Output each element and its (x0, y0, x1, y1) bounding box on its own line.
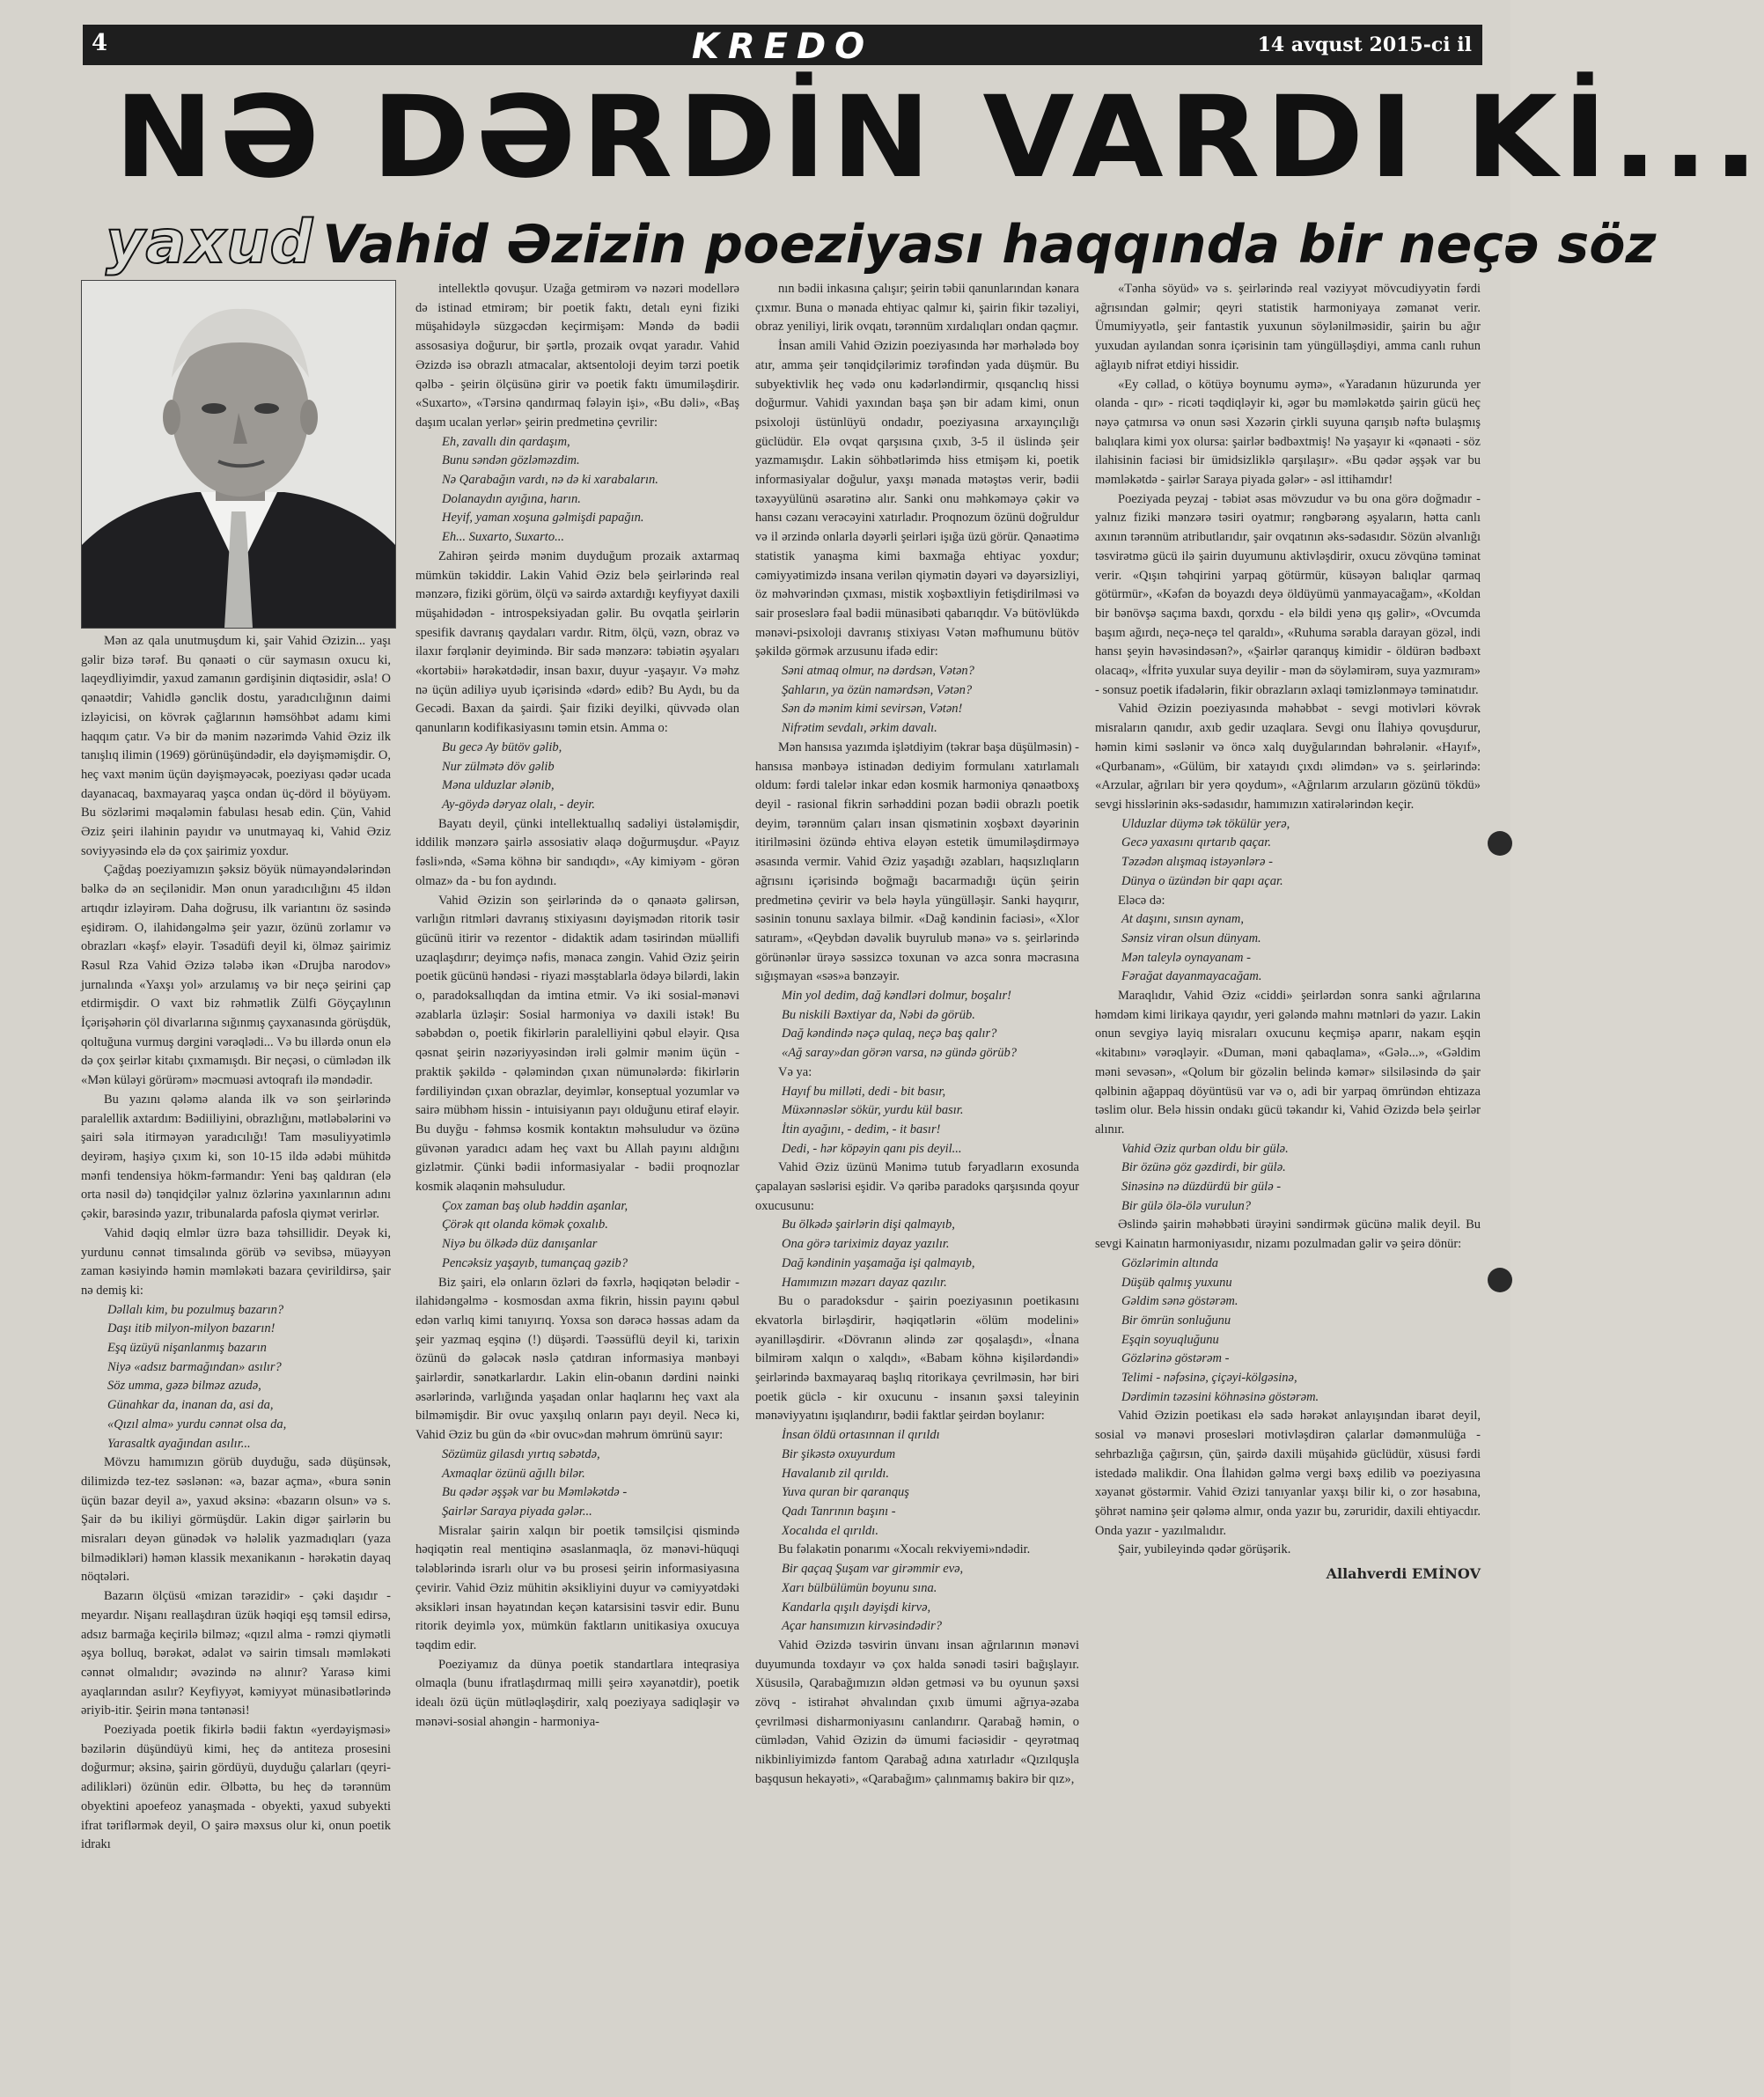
issue-date: 14 avqust 2015-ci il (1257, 33, 1472, 56)
verse-line: Dağ kəndinin yaşamağa işi qalmayıb, (782, 1255, 975, 1270)
paragraph: Bu fəlakətin ponarımı «Xocalı rekviyemi»ndədir. (778, 1542, 1031, 1557)
verse-line: Bir gülə ölə-ölə vurulun? (1121, 1198, 1251, 1213)
verse-line: Bunu səndən gözləməzdim. (442, 453, 580, 468)
verse-line: Səni atmaq olmur, nə dərdsən, Vətən? (782, 664, 974, 679)
verse-line: At daşını, sınsın aynam, (1121, 912, 1244, 927)
paragraph: Vahid dəqiq elmlər üzrə baza təhsillidir. Deyək ki, yurdunu cənnət timsalında görüb və sevibsə, müəyyən zaman kəsiyində həmin məmləkəti bazara çevirildirsə, şair nə demiş ki: (81, 1225, 391, 1298)
verse-line: Sinəsinə nə düzdürdü bir gülə - (1121, 1180, 1282, 1195)
verse-line: Hamımızın məzarı dayaz qazılır. (782, 1275, 947, 1290)
paragraph: nın bədii inkasına çalışır; şeirin təbii qanunlarından kənara çıxmır. Buna o mənada ehtiyac qalmır ki, şairin fikir təzəliyi, obraz yeniliyi, lirik ovqatı, tərənnüm xırdalıqları ondan qaçmır. (755, 282, 1079, 335)
verse-line: Bu niskili Bəxtiyar da, Nəbi də görüb. (782, 1007, 975, 1022)
paragraph: Bayatı deyil, çünki intellektuallıq sadəliyi üstələmişdir, iddilik mənzərə şairlə assosiativ əlaqə doğurmuşdur. «Payız fəsli»ndə, «Səma köhnə bir sandıqdı», «Ay kimiyəm - görən olmaz» da - bu fon aydındı. (415, 816, 739, 888)
paragraph: Eləcə də: (1118, 893, 1165, 908)
verse-line: Xocalıda el qırıldı. (782, 1523, 878, 1538)
article-subtitle (106, 208, 1657, 277)
paragraph: Mən hansısa yazımda işlətdiyim (təkrar başa düşülməsin) - hansısa mənbəyə istinadən dediyim formulanı xatırlamalı oldum: fərdi talelər inkar edən kosmik harmoniya qənaətboxş deyil - rasional fikrin sərhəddini pozan bədii obrazlı poetik deyim, tərənnüm çaları insan qismətinin xoşbəxt dəyərinin itirilməsini özündə ehtiva eləyən estetik ümumiləşdirməyə əsasında vermir. Vahid Əziz yaşadığı əzabları, haqsızlıqların ağrısını içərisində boğmağı bacarmadığı üçün şeirin predmetinə çevirir və belə həyla yüngülləşir. Sanki hayqırır, səsinin tonunu saxlaya bilmir. «Dağ kəndinin faciəsi», «Xlor satıram», «Qeybdən dəvəlik buyrulub mənə» və s. şeirlərində görünənlər ürəyə səssizcə toxunan və azca sonra məcrasına sığışmayan «səs»a bənzəyir. (755, 739, 1079, 984)
verse-line: Niyə «adsız barmağından» asılır? (107, 1359, 282, 1374)
verse-line: Bir özünə göz gəzdirdi, bir gülə. (1121, 1160, 1286, 1175)
verse-line: Dəllalı kim, bu pozulmuş bazarın? (107, 1302, 284, 1317)
subtitle-lead: yaxud (106, 208, 314, 277)
verse-line: Ona görə tariximiz dayaz yazılır. (782, 1237, 950, 1252)
verse-line: Axmaqlar özünü ağıllı bilər. (442, 1466, 585, 1481)
verse-line: Çörək qıt olanda kömək çoxalıb. (442, 1218, 608, 1232)
paragraph: Bazarın ölçüsü «mizan tərəzidir» - çəki daşıdır - meyardır. Nişanı reallaşdıran üzük həqiqi eşq təmsil edirsə, adsız barmağa keçirilə bilməz; «qızıl alma - rəmzi qiymətli əşya bolluq, bərəkət, ədalət və sairin timsalı məmləkəti cənnət olmalıdır; əvəzində nə alınır? Yarasə kimi ayaqlarından asılır? Keyfiyyət, kəmiyyət münasibətlərində əriyib-itir. Şeirin məna təntənəsi! (81, 1589, 391, 1718)
verse-line: Gecə yaxasını qırtarıb qaçar. (1121, 835, 1271, 850)
page-number: 4 (92, 30, 108, 56)
paragraph: Vahid Əzizin poetikası elə sadə hərəkət anlayışından ibarət deyil, sosial və mənəvi prosesləri motivləşdirən çalarlar dəmənmulüğa - sehrbazlığa çağırsın, çün, şairdə daxili müşahidə güclüdür, xüsusi fərdi istedadə malikdir. Ona İlahidən gəlmə vergi bəxş edilib və poeziyasına xəyanət göstərmir. Vahid Əzizi tanıyanlar yaxşı bilir ki, o zor həsabına, şöhrət naminə şeir qələmə almır, onda yazır bu, zəruridir, daxili ehtiyacdır. Onda yazır - yazılmalıdır. (1095, 1409, 1481, 1538)
verse-line: Dünya o üzündən bir qapı açar. (1121, 873, 1283, 888)
verse-line: Şairlər Saraya piyada gələr... (442, 1505, 592, 1519)
verse-line: Nifrətim sevdalı, ərkim davalı. (782, 721, 937, 736)
article-column-4 (1095, 280, 1481, 2058)
paragraph: Vahid Əzizdə təsvirin ünvanı insan ağrılarının mənəvi duyumunda toxdayır və çox halda sənədi təsiri bağışlayır. Xüsusilə, Qarabağımızın əldən getməsi və bu oyunun şəxsi zövq - istirahət əhvalından çıxıb ümumi ağrıya-əzaba çevrilməsi disharmoniyasını canlandırır. Qarabağ həmin, o cümlədən, Vahid Əzizin də ümumi faciəsidir - qeyrətmaq nikbinliyimizdə fantom Qarabağ adına xatırladır «Qızılquşla başqusun hekayəti», «Qarabağım» çalınmamış bakirə bir qız», (755, 1637, 1079, 1786)
verse-line: Sənsiz viran olsun dünyam. (1121, 931, 1261, 945)
verse-line: İnsan öldü ortasınnan il qırıldı (782, 1428, 940, 1443)
verse-line: Vahid Əziz qurban oldu bir gülə. (1121, 1141, 1289, 1156)
subtitle-main: Vahid Əzizin poeziyası haqqında bir neçə söz (322, 214, 1657, 276)
paragraph: Misralar şairin xalqın bir poetik təmsilçisi qismində həqiqətin real mentiqinə əsaslanmaqla, öz mənəvi-hüquqi tələblərində israrlı olur və bu prosesi şeirin informasiyasına çevirir. Vahid Əziz mühitin əksikliyini duyur və cəmiyyətdəki əksikləri insan həyatından keçən katarsisini təsvir edir. Bunu ritorik deyimlə yox, mümkün faktların unitikasiya oxucuya təqdim edir. (415, 1523, 739, 1652)
paragraph: Mövzu hamımızın görüb duyduğu, sadə düşünsək, dilimizdə tez-tez səslənən: «ə, bazar açma», «bura sənin üçün bazar deyil a», yaxud əksinə: «bazarın olsun» və s. Şair də bu ikiliyi görmüşdür. Lakin digər şairlərin bu misraları deyən günədək və hələlik yazmadıqları (yaza bilmədikləri) həmən klassik mexanikanın - hərəkətin dayaq nöqtələri. (81, 1455, 391, 1585)
verse-line: Yuva quran bir qaranquş (782, 1485, 909, 1500)
paragraph: «Tənha söyüd» və s. şeirlərində real vəziyyət mövcudiyyətin fərdi ağrısından gəlmir; qeyri statistik harmoniyaya zəmanət verir. Ümumiyyətlə, şeir fantastik yuxunun söylənilməsidir, şairin bu ağır yuxudan ayılandan sonra içərisinin tam yüngülləşdiyi, amma canlı ruhun ağlayıb nifrət etdiyi hissidir. (1095, 282, 1481, 372)
paragraph: Çağdaş poeziyamızın şəksiz böyük nümayəndələrindən bəlkə də ən seçilənidir. Mən onun yaradıcılığını 45 ildən artıqdır izləyirəm. Daha doğrusu, ilk variantını öz səsində eşidirəm. O, ilahidəngəlmə şeir yazır, özünü zorlamır və obrazları «kəşf» eləyir. Təsadüfi deyil ki, ölməz şairimiz Rəsul Rza Vahid Əzizə tələbə ikən «Drujba narodov» jurnalında «Yaxşı yol» arzulamış və bir neçə şeirini çap etdirmişdir. O vaxt biz rəhmətlik Zülfi Göyçaylının İçərişəhərin çöl divarlarına sığınmış çayxanasında görüşdük, qoltuğuna vurmuş dərgini vərəqlədi... Və bu illərdə onun elə də çox şeirlər kitabı çıxmamışdı. Bir neçəsi, o cümlədən ilk «Mən küləyi görürəm» məcmuəsi avtoqrafı ilə məndədir. (81, 863, 391, 1088)
verse-line: Eşq üzüyü nişanlanmış bazarın (107, 1341, 267, 1356)
binder-hole (1488, 831, 1512, 856)
verse-line: Qadı Tanrının başını - (782, 1505, 896, 1519)
verse-line: Pencəksiz yaşayıb, tumançaq gəzib? (442, 1255, 628, 1270)
verse-line: Dağ kəndində nəçə qulaq, neçə baş qalır? (782, 1026, 997, 1041)
verse-line: Məna ulduzlar ələnib, (442, 778, 555, 793)
paragraph: Əslində şairin məhəbbəti ürəyini səndirmək gücünə malik deyil. Bu sevgi Kainatın harmoniyasıdır, nizamı pozulmadan gəlir və şeirə dönür: (1095, 1218, 1481, 1252)
verse-line: Nə Qarabağın vardı, nə də ki xarabaların. (442, 473, 658, 488)
verse-line: Dedi, - hər köpəyin qanı pis deyil... (782, 1141, 962, 1156)
verse-line: Bu ölkədə şairlərin dişi qalmayıb, (782, 1218, 955, 1232)
verse-line: Mən taleylə oynayanam - (1121, 950, 1251, 965)
paragraph: Poeziyada peyzaj - təbiət əsas mövzudur və bu ona görə doğmadır - yalnız fiziki mənzərə təsiri oyatmır; rəngbərəng əşyaların, hətta canlı axının tərənnüm atributlarıdır, şair ovqatının əks-sədasıdır. Sözün əlvanlığı təsvirətmə gücü ilə şairin duyumunu aktivləşdirir, oxucu zövqünə təminat verir. «Qışın təhqirini yarpaq götürmür, küsəyən balıqlar qarmaq götürmür», «Kəfən də boyazdı deyə öldüyümü yanmayacağam», «Koldan bir bənövşə saçıma baxdı, qorxdu - elə bildi yenə qış gəlir», «Ovcumda başım ağırdı, neçə-neçə tel qaraldı», «Ruhuma sərabla darayan gözəl, indi hansı şeyin həvəsindəsən?», «Şairlər qaranquş kimidir - öldürən bədbəxt olacaq», «İfritə yuxular suya deyilir - mən də söyləmirəm, suya yazmıram» - sonsuz poetik ifadələrin, fikir obrazların əxlaqi təmizlənməyə təminatıdır. (1095, 491, 1481, 697)
verse-line: Ulduzlar düymə tək tökülür yerə, (1121, 816, 1290, 831)
paragraph: Maraqlıdır, Vahid Əziz «ciddi» şeirlərdən sonra sanki ağrılarına həmdəm kimi lirikaya qayıdır, yeri gələndə mahnı mətnləri də yazır. Lakin onun sevgiyə layiq misraları oxucunu keçmişə aparır, nakam eşqin «kitabını» vərəqləyir. «Duman, məni qabaqlama», «Gələ...», «Gəldim məni sevəsən», «Qolum bir gözəlin belində kəmər» silsiləsində də şair qəlbinin ağappaq döyüntüsü var və o, adi bir yarpaq ömründən ehtizaza təslim olur. Belə hissin ondakı gücü təkandır ki, Vahid Əzizdə belə şeirlər alınır. (1095, 989, 1481, 1137)
verse-line: Eh... Suxarto, Suxarto... (442, 530, 564, 545)
article-column-2 (415, 280, 739, 2058)
verse-line: Təzədən alışmaq istəyənlərə - (1121, 855, 1273, 870)
verse-line: Havalanıb zil qırıldı. (782, 1466, 890, 1481)
paragraph: intellektlə qovuşur. Uzağa getmirəm və nəzəri modellərə də istinad etmirəm; bir poetik faktı, detalı eyni fiziki müşahidəylə süzgəcdən keçirmişəm: Məndə də bədii assosasiya doğurur, bir şərtlə, prozaik ovqat yaradır. Vahid Əzizdə isə obrazlı atmacalar, aktsentoloji deyim tərzi poetik qəlbə - şeirin ölçüsünə girir və poetik faktı ümumiləşdirir. «Suxarto», «Tərsinə qandırmaq fələyin işi», «Bu dəli», «Baş daşım ucalan yerlər» şeirin predmetinə çevrilir: (415, 282, 739, 430)
verse-line: Gözlərimin altında (1121, 1255, 1218, 1270)
verse-line: Bu qədər əşşək var bu Məmləkətdə - (442, 1485, 628, 1500)
paragraph: Və ya: (778, 1064, 812, 1079)
paragraph: Zahirən şeirdə mənim duyduğum prozaik axtarmaq mümkün təkiddir. Lakin Vahid Əziz belə şeirlərində real mənzərə, fiziki görüm, ölçü və sairdə axtardığı keyfiyyət daxili müşahidədən - introspeksiyadan gəlir. Bu ovqatla şeirlərin spesifik davranış qaydaları vardır. Ritm, ölçü, vəzn, obraz və ilaxır fərqlənir deyimində. Bir sadə mənzərə: təbiətin əşyaları «kortəbii» hərəkətdədir, insan baxır, duyur -yaşayır. Və məhz nə üçün adiliyə uyub içərisində «dərd» edib? Bu Aydı, bu da Gecədi. Baxan da şairdi. Şair fiziki deyilki, qüvvədə olan qanunların kodifikasiyasını təmin etsin. Amma o: (415, 548, 739, 736)
verse-line: Xarı bülbülümün boyunu sına. (782, 1580, 937, 1595)
paragraph: Bu yazını qələmə alanda ilk və son şeirlərində paralellik axtardım: Bədiiliyini, obrazlığını, mətləbələrini və şairi səla itirməyən yaradıcılığı! Tam məsuliyyətimlə deyirəm, haşiyə çıxım ki, son 10-15 ildə ədəbi mühitdə mənfi tendensiya hökm-fərmandır: Yeni baş qaldıran (elə orta nəsil də) tənqidçilər yalnız özlərinə yaxınlarının adını çəkir, barəsində yazır, tribunalarda pafosla qiymət verirlər. (81, 1092, 391, 1222)
verse-line: Eh, zavallı din qardaşım, (442, 434, 570, 449)
verse-line: Min yol dedim, dağ kəndləri dolmur, boşalır! (782, 989, 1011, 1004)
verse-line: Daşı itib milyon-milyon bazarın! (107, 1321, 276, 1336)
article-headline: NƏ DƏRDİN VARDI Kİ... (114, 72, 1764, 203)
paragraph: Poeziyada poetik fikirlə bədii faktın «yerdəyişməsi» bəzilərin düşündüyü kimi, heç də antiteza prosesini doğurmur; əksinə, şairin gördüyü, duyduğu çalarları (qeyri-adilikləri) özünün edir. Əlbəttə, bu heç də tərənnüm obyektini apoefeoz yanaşmada - obyekti, yaxud subyekti ifrat təriflərmək deyil, O şairə məxsus olur ki, onun poetik idrakı (81, 1723, 391, 1852)
verse-line: Hayıf bu milləti, dedi - bit basır, (782, 1084, 946, 1099)
verse-line: Bir şikəstə oxuyurdum (782, 1446, 896, 1461)
verse-line: Gəldim sənə göstərəm. (1121, 1294, 1238, 1309)
verse-line: Açar hansımızın kirvəsindədir? (782, 1619, 943, 1634)
verse-line: Sən də mənim kimi sevirsən, Vətən! (782, 702, 963, 717)
author-portrait-photo (81, 280, 396, 629)
verse-line: Şahların, ya özün namərdsən, Vətən? (782, 682, 973, 697)
verse-line: Söz umma, gəzə bilməz azudə, (107, 1379, 261, 1394)
verse-line: Eşqin soyuqluğunu (1121, 1332, 1219, 1347)
paragraph: Vahid Əzizin son şeirlərində də o qənaətə gəlirsən, varlığın ritmləri davranış stixiyasını dəyişmədən ritorik təsir gücünü itirir və rezentor - didaktik adam təsirindən müəllifi uzaqlaşdırır; deyimçə nəfis, mənaca zəngin. Vahid Əziz şeirin poetik gücünü həndəsi - riyazi məsştablarla ödəyə bilərdi, lakin o, paradoksallıqdan da imtina etmir. Və iki sosial-mənəvi əzablarla üzləşir: Sosial harmoniya və daxili istək! Bu səbəbdən o, poetik fikirlərin paralelliyini qəbul eləyir. Qısa qəsnat şeirin nəzəriyyəsindən irəli gəlmir mənim üçün - praktik şəkildə - qələmindən çıxan nümunələrdə: fikirlərin fərdiliyindən çıxan obrazlar, deyimlər, konseptual yozumlar və sairə mübhəm hissin - intuisiyanın payı olduğunu etiraf eləyir. Bu duyğu - fəhmsə kosmik kontaktın məhsuludur və özünə güvənən yaradıcı adam heç vaxt bu Allah payını aldığını gizlətmir. Çünki bədii informasiyalar - bədii proqnozlar kosmik əlaqənin məhsuludur. (415, 893, 739, 1195)
paragraph: Bu o paradoksdur - şairin poeziyasının poetikasını ekvatorla birləşdirir, həqiqətlərin «ölüm modelini» əyanilləşdirir. «Dövranın əlində zər qoşalaşdı», «İnana bilmirəm xalqın o xalqdı», «Babam köhnə kişilərdəndi» şeirlərində baxmayaraq başlıq ritorikaya çevrilməsin, hər biri poetik güclə - kir oxucunu - insanın şəxsi taleyinin mənəviyyatını işıqlandırır, bədii faktlar şeirdən boylanır: (755, 1294, 1079, 1424)
paragraph: Şair, yubileyində qədər görüşərik. (1118, 1542, 1291, 1557)
verse-line: Yarasaltk ayağından asılır... (107, 1436, 251, 1451)
paragraph: Biz şairi, elə onların özləri də fəxrlə, həqiqətən belədir - ilahidəngəlmə - kosmosdan axma fikrin, hissin payını qəbul edən varlıq kimi tanıyırıq. Yoxsa son dərəcə həssas adam da şeir yazmaq eşqinə (!) düşərdi. Təəssüflü deyil ki, tarixin özünü də gələcək nəslə çatdıran informasiya mənbəyi şairlərdir, sənətkarlardır. Lakin elin-obanın dərdini nəinki əsərlərində, varlığında yaşadan onlar haqlarını heç vaxt ala bilməmişdir. Bir ovuc yaxşılıq onların payı deyil. Necə ki, Vahid Əziz bu gün də «bir ovuc»dan məhrum ömrünü sayır: (415, 1275, 739, 1443)
article-column-3 (755, 280, 1079, 2058)
verse-line: «Ağ saray»dan görən varsa, nə gündə görüb? (782, 1046, 1018, 1061)
verse-line: Sözümüz gilasdı yırtıq səbətdə, (442, 1446, 600, 1461)
verse-line: Müxənnəslər sökür, yurdu kül basır. (782, 1103, 964, 1118)
paragraph: İnsan amili Vahid Əzizin poeziyasında hər mərhələdə boy atır, amma şeir tənqidçilərimiz tərəfindən yada düşmür. Bu subyektivlik heç vədə onu kədərləndirmir, qısqanclıq hissi doğurmur. Vahidi yaxından başa şən bir adam kimi, onun psixoloji üstünlüyü ondadır, poeziyasına arxayınçılığı güclüdür. Elə ovqat qarşısına çıxıb, 3-5 il üslində şeir yazmamışdır. Lakin söhbətlərimdə hiss etmişəm ki, poetik informasiyalar doğulur, yaxşı mənada mətəştəs verir, bədii təxəyyülünü əsarətinə alır. Sanki onu məhkəməyə çəkir və hansı cəzanı verəcəyini xatırladır. Proqnozum özünü doğruldur və il ərzində onlarla dəyərli şeirləri işığa üzü görür. Qənaətimə statistik yanaşma kimi baxmağa ehtiyac yoxdur; cəmiyyətimizdə insana verilən qiymətin dəyəri və dəyərsizliyi, öz məhvərindən çıxması, mistik xoşbəxtliyin fetişdirilməsi və sair proseslərə fəal bədii münasibəti qabarıqdır. Və bütövlükdə mənəvi-psixoloji davranış stixiyası Vətən məfhumunu bütöv şəkildə görmək arzusunu ifadə edir: (755, 339, 1079, 659)
verse-line: Gözlərinə göstərəm - (1121, 1351, 1230, 1366)
verse-line: Niyə bu ölkədə düz danışanlar (442, 1237, 598, 1252)
article-column-1 (81, 632, 391, 2049)
verse-line: «Qızıl alma» yurdu cənnət olsa da, (107, 1416, 287, 1431)
paragraph: Mən az qala unutmuşdum ki, şair Vahid Əzizin... yaşı gəlir bizə tərəf. Bu qənaəti o cür saymasın oxucu ki, laqeydliyimdir, yaxud zamanın gərdişinin diqtəsidir, əsla! O qənaətdir; Vahidlə gənclik dostu, yaradıcılığının daimi izləyicisi, on kövrək çağlarının həmsöhbət adamı kimi haqqım çatır. Və bir də mənim nəzərimdə Vahid Əziz ilk tanışlıq ilimin (1969) görünüşündədir, elə dəyişməmişdir. O, heç vaxt mənim üçün dəyişməyəcək, poeziyası qədər ucada dayanacaq, baxmayaraq yaşca ondan üç-dörd il böyüyəm. Bu sözlərimi məqaləmin fabulası hesab edin. Çün, Vahid Əziz şeiri ilahinin payıdır və unutmayaq ki, Vahid Əziz soviyyəsində elə də çox şairimiz yoxdur. (81, 634, 391, 858)
paragraph: Poeziyamız da dünya poetik standartlara inteqrasiya olmaqla (bunu ifratlaşdırmaq milli şeirə xəyanətdir), poetik idealı özü üçün mütləqləşdirir, xalq poeziyaya sadiqləşir və mənəvi-sosial ahəngin - harmoniya- (415, 1657, 739, 1729)
verse-line: Düşüb qalmış yuxunu (1121, 1275, 1232, 1290)
masthead-bar (83, 25, 1482, 65)
paragraph: Vahid Əzizin poeziyasında məhəbbət - sevgi motivləri kövrək misraların qanıdır, axıb gedir uzaqlara. Sevgi onu İlahiyə qovuşdurur, həmin kimi səslənir və öncə xalq duyğularından bəhrələnir. «Hayıf», «Qurbanam», «Gülüm, bir xatayıdı çıxdı əlimdən» və s. şeirlərində: «Arzular, ağrıları bir yerə qoydum», «Ağrılarım arzuların gözünü tökdü» sevgi hisslərinin əks-sədasıdır, hamımızın xatirələrindən keçir. (1095, 702, 1481, 812)
paragraph: «Ey cəllad, o kötüyə boynumu əymə», «Yaradanın hüzurunda yer olanda - qır» - ricəti təqdiqləyir ki, əgər bu məmləkətdə şairin gücü heç nəyə çatmırsa və onun səsi Xəzərin çirkli suyuna qarışıb nəftə bulaşmış balıqlara kimi yox olursa: şairlər bədbəxtmiş! Nə yaşayır ki «qənaəti - söz ilahisinin faciəsi bir ümidsizliklə qarşılaşır». «Bu qədər əşşək var bu məmləkətdə - şairlər Saraya piyada gələr» - əsl ittihamdır! (1095, 377, 1481, 488)
verse-line: Bir ömrün sonluğunu (1121, 1313, 1231, 1328)
verse-line: Telimi - nəfəsinə, çiçəyi-kölgəsinə, (1121, 1371, 1297, 1386)
verse-line: Dərdimin təzəsini köhnəsinə göstərəm. (1121, 1389, 1319, 1404)
paragraph: Vahid Əziz üzünü Mənimə tutub fəryadların exosunda çapalayan səslərisi eşidir. Və qəribə paradoks qarşısında qoyur oxucusunu: (755, 1160, 1079, 1213)
portrait-illustration (82, 281, 395, 628)
author-signature: Allahverdi EMİNOV (1326, 1565, 1481, 1583)
verse-line: İtin ayağını, - dedim, - it basır! (782, 1122, 941, 1137)
verse-line: Nur zülmətə döv gəlib (442, 759, 555, 774)
verse-line: Dolanaydın ayığına, harın. (442, 491, 581, 506)
verse-line: Çox zaman baş olub həddin aşanlar, (442, 1198, 628, 1213)
verse-line: Bu gecə Ay bütöv gəlib, (442, 739, 562, 754)
verse-line: Bir qaçaq Şuşam var girəmmir evə, (782, 1562, 964, 1577)
verse-line: Günahkar da, inanan da, asi da, (107, 1398, 274, 1413)
binder-hole (1488, 1268, 1512, 1292)
verse-line: Fərağat dayanmayacağam. (1121, 969, 1262, 984)
verse-line: Kandarla qışılı dəyişdi kirvə, (782, 1600, 931, 1615)
verse-line: Ay-göydə dəryaz olalı, - deyir. (442, 797, 595, 812)
verse-line: Heyif, yaman xoşuna gəlmişdi papağın. (442, 511, 644, 526)
newspaper-brand: KREDO (691, 26, 874, 67)
